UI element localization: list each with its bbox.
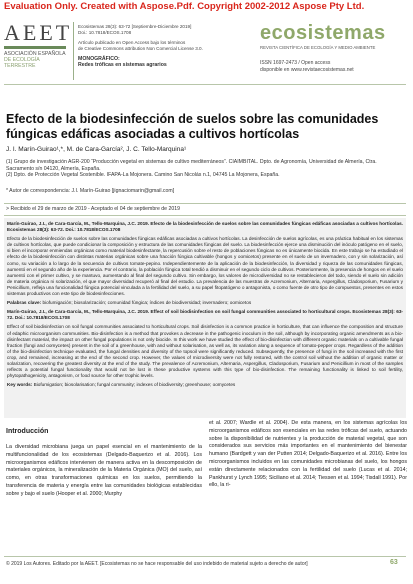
rule-received-bottom	[4, 215, 406, 216]
meta-monographic-title: Redes tróficas en sistemas agrarios	[78, 62, 167, 68]
article-title: Efecto de la biodesinfección de suelos sobre las comunidades fúngicas edáficas asociadas a cultivos hortícolas	[6, 112, 379, 141]
meta-doi: Doi.: 10.7818/ECOS.1708	[78, 30, 132, 35]
abstract-text	[7, 221, 403, 391]
footer-copyright: © 2019 Los Autores. Editado por la AEET. [Ecosistemas no se hace responsable del uso indebido de material sujeto a derecho de autor]	[6, 561, 308, 567]
header-rule	[4, 84, 406, 85]
journal-url[interactable]: disponible en www.revistaecosistemas.net	[260, 66, 354, 73]
meta-license-2: de Creative Commons attribution Non Comercial License 3.0.	[78, 46, 203, 51]
meta-license-1: Artículo publicado en Open Access bajo los términos	[78, 40, 186, 45]
journal-title: ecosistemas	[260, 22, 386, 44]
intro-column-right: et al. 2007; Wardle et al. 2004). De esta manera, en los sistemas agrícolas los microorganismos edáficos son esenciales en las redes tróficas del suelo, actuando sobre la disponibilidad de nutrientes y la producción de material vegetal, que son considerados sus servicios más importantes en el mantenimiento del bienestar humano (Bardgett y van der Putten 2014; Delgado-Baquerizo et al. 2016). Entre los microorganismos incluidos en las comunidades microbianas del suelo, los hongos están directamente relacionados con la fertilidad del suelo (Lucas et al. 2014; Pankhurst y Lynch 1995; Siciliano et al. 2014; Tiessen et al. 1994; Tisdall 1991). Por ello, la ri-	[209, 420, 407, 489]
abstract-es-body: Efecto de la biodesinfección de suelos sobre las comunidades fúngicas edáficas asociadas a cultivos hortícolas. La desinfección de suelos agrícolas, es una práctica habitual en los sistemas de cultivos hortícolas, que puede condicionar la composición y estructura de las comunidades fúngicas del suelo. La biodesinfección ejerce una disminución del inóculo patógeno en el suelo, si bien el incorporar enmiendas orgánicas como material biodesinfectante, la repercusión sobre el resto de poblaciones fúngicas no es únicamente biocida. En este trabajo se ha estudiado el efecto de la biodesinfección con distintas materias orgánicas sobre una fracción fúngica cultivable (hongos y oomicetos) presente en el suelo de un invernadero, con y sin solarización, así como, su variación a lo largo de la secuencia de cultivos tomate-pepino. Independientemente de la aplicación de la biodesinfección, la diversidad y riqueza de las comunidades fúngicas, aumentó en el segundo año de la experiencia. Por el contrario, la población fúngica total tendió a disminuir en el segundo ciclo de cultivos. Posteriormente, la presencia de hongos en el suelo aumentó con el primer cultivo, y se mantuvo, aumentando al final del segundo cultivo. Sin embargo, los valores de microdiversidad no se restablecieron del todo, siendo el suelo sin adición de materia orgánica ni solarización, el que mayor diversidad recuperó al final del estudio. La prevalencia de las muestras de Acremonium, Alternaria, Aspergillus, Cladosporium, Fusarium y Penicillium, refleja una funcionalidad fúngica potencial vinculada a la fertilidad del suelo, a su papel fitopatógeno o antagonista, o como fuente de otro tipo de compuestos, presentes en estos sistemas productivos con este tipo de biodesinfecciones.	[7, 236, 403, 297]
evaluation-banner	[0, 0, 413, 16]
logo-sub1: ASOCIACIÓN ESPAÑOLA	[4, 51, 66, 57]
abstract-en-body: Effect of soil biodisinfection on soil fungal communities associated to horticultural crops. Soil disinfection is a common practice in horticulture, that can influence the composition and structure of edaphic microorganism communities. Bio-disinfection is a method that provokes a decrease in the pathogenic inoculum in the soil, although by incorporating organic amendments as a bio-disinfectant material, the impact on other fungal populations is not only biocide. In this work we have studied the effect of bio-disinfection with different organic materials on a cultivable fungal fraction (fungi and oomycetes) present in the soil of a greenhouse, with and without solarisation, as well as, its variation along a sequence of tomato-pepper crops. Regardless of the addition of the bio-disinfection technique evaluated, the fungal densities and diversity of the topsoil were significantly reduced. Subsequently, the presence of fungi in the soil increased with the first crop, and remained, increasing at the end of the second crop. However, the values of microdiversity were not fully restored, with the control soil without the addition of organic matter or solarization, recovering the greatest diversity at the end of the study. The prevalence of Acremonium, Alternaria, Aspergillus, Cladosporium, Fusarium and Penicillium in most of the samples reflects a potential fungal functionality that would not be lost in these productive systems with this type of bio-disinfection. The remaining functionality is linked to soil fertility, phytopathogenicity, antagonism, or food source for other trophic levels.	[7, 324, 403, 379]
page-number: 63	[390, 559, 398, 566]
article-authors: J. I. Marín-Guirao¹,*, M. de Cara-García², J. C. Tello-Marquina¹	[6, 146, 187, 153]
abstract-es-reference: Marín-Guirao, J.I., de Cara-García, M., Tello-Marquina, J.C. 2019. Efecto de la biodesinfección de suelos sobre las comunidades fúngicas edáficas asociadas a cultivos hortícolas. Ecosistemas 28(3): 63-72. Doi.: 10.7818/ECOS.1708	[7, 221, 403, 233]
abstract-en-keywords: Biofumigation; biosolarisation; fungal community; indexes of biodiversity; greenhouse; oomycetes	[33, 382, 236, 388]
affiliation-1: (1) Grupo de investigación AGR-200 “Producción vegetal en sistemas de cultivo mediterráneos”. CIAIMBITAL. Dpto. de Agronomía, Universidad de Almería, Ctra. Sacramento s/n 04120, Almería, España.	[6, 159, 377, 172]
affiliations	[6, 159, 406, 179]
banner-text: Evaluation Only. Created with Aspose.Pdf. Copyright 2002-2012 Aspose Pty Ltd.	[4, 1, 365, 12]
aeet-logo-text: AEET	[4, 20, 73, 45]
meta-monographic: MONOGRÁFICO:	[78, 56, 120, 62]
journal-issn: ISSN 1697-2473 / Open access	[260, 60, 331, 66]
logo-bar	[4, 46, 66, 49]
logo-sub2: DE ECOLOGÍA TERRESTRE	[4, 57, 40, 69]
aeet-logo	[4, 20, 73, 69]
intro-column-left: La diversidad microbiana juega un papel esencial en el mantenimiento de la multifuncionalidad de los ecosistemas (Delgado-Baquerizo et al. 2016). Los microorganismos edáficos intervienen de manera activa en la descomposición de materiales orgánicos, la mineralización de la Materia Orgánica (MO) del suelo, así como, en otras transformaciones químicas en los suelos, permitiendo la transferencia de materia y energía entre las comunidades biológicas establecidas sobre y bajo el suelo (Hooper et al. 2000; Murphy	[6, 444, 202, 497]
affiliation-2: (2) Dpto. de Protección Vegetal Sostenible. IFAPA-La Mojonera. Camino San Nicolás n.1, 04745 La Mojonera, España.	[6, 172, 280, 179]
abstract-es-keywords: biofumigación; biosolarización; comunidad fúngica; índices de biodiversidad; invernadero; oomicetos	[42, 300, 252, 306]
abstract-es-keywords-label: Palabras clave:	[7, 300, 42, 306]
footer-rule	[4, 556, 406, 557]
journal-meta	[78, 24, 228, 68]
abstract-en-keywords-label: Key words:	[7, 382, 33, 388]
abstract-en-reference: Marín-Guirao, J.I., de Cara-García, M., Tello-Marquina, J.C. 2019. Effect of soil biodisinfection on soil fungal communities associated to horticultural crops. Ecosistemas 28(3): 63-72. Doi.: 10.7818/ECOS.1708	[7, 309, 403, 321]
corresponding-author: * Autor de correspondencia: J.I. Marín-Guirao [jignaciomarin@gmail.com]	[6, 188, 175, 194]
received-dates: > Recibido el 29 de marzo de 2019 - Aceptado el 04 de septiembre de 2019	[6, 206, 181, 212]
journal-brand	[260, 22, 410, 73]
section-heading-introduction: Introducción	[6, 428, 49, 435]
meta-issue: Ecosistemas 28(3): 63-72 [Septiembre-Diciembre 2019]	[78, 24, 192, 29]
journal-subtitle: REVISTA CIENTÍFICA DE ECOLOGÍA Y MEDIO AMBIENTE	[260, 45, 376, 50]
header-divider	[73, 22, 74, 80]
rule-received-top	[4, 203, 406, 204]
